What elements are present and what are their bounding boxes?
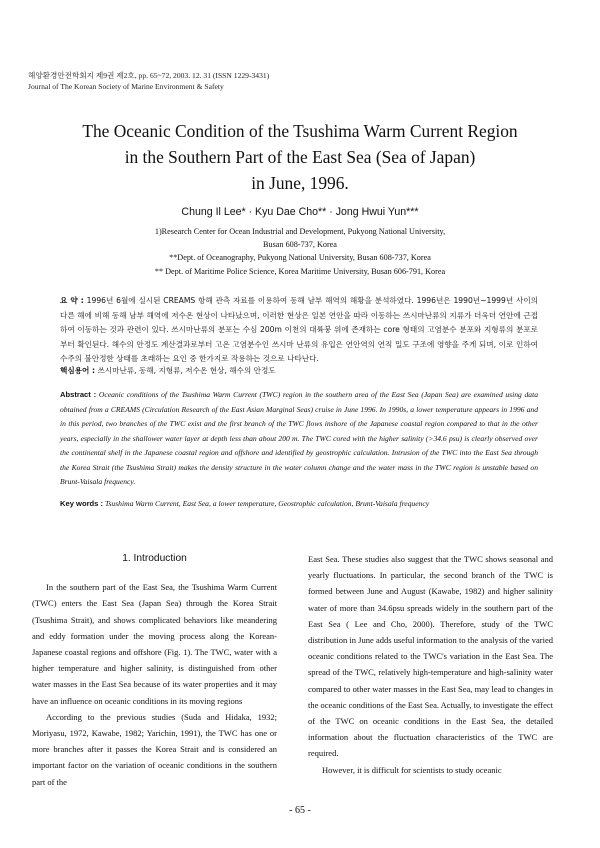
title-line-2: in the Southern Part of the East Sea (Sea of Japan) (124, 147, 476, 167)
keywords-english (60, 499, 538, 508)
abstract-korean (60, 294, 538, 367)
intro-paragraph-2-continued: East Sea. These studies also suggest that the TWC shows seasonal and yearly fluctuations. In particular, the second branch of the TWC is formed between June and August (Kawabe, 1982) and higher salinity water of more than 34.6psu spreads widely in the southern part of the East Sea ( Lee and Cho, 2000). Therefore, study of the TWC distribution in June adds useful information to the analysis of the varied oceanic conditions related to the TWC's variation in the East Sea. The spread of the TWC, relatively high-temperature and high-salinity water compared to other water masses in the East Sea, may lead to changes in the oceanic conditions of the East Sea. Actually, to investigate the effect of the TWC on oceanic conditions in the East Sea, the detailed information about the fluctuation characteristics of the TWC are required. (308, 554, 554, 759)
abstract-english-label: Abstract : (60, 390, 97, 399)
title-line-1: The Oceanic Condition of the Tsushima Warm Current Region (82, 121, 518, 141)
title-line-3: in June, 1996. (251, 173, 349, 193)
section-heading-introduction: 1. Introduction (122, 553, 187, 564)
intro-paragraph-3: However, it is difficult for scientists to study oceanic (322, 764, 502, 775)
affiliation-1-address: Busan 608-737, Korea (263, 240, 337, 249)
affiliation-3: ** Dept. of Maritime Police Science, Korea Maritime University, Busan 606-791, Korea (154, 267, 446, 276)
abstract-korean-text: 1996년 6월에 실시된 CREAMS 항해 관측 자료를 이용하여 동해 남부 해역의 해황을 분석하였다. 1996년은 1990년~1999년 사이의 다른 해에 비해 동해 남부 해역에 저수온 현상이 나타났으며, 이러한 현상은 일본 연안을 따라 이동하는 쓰시마난류의 지류가 더욱더 연안에 근접하여 이동하는 것과 관련이 있다. 쓰시마난류의 분포는 수심 200m 이천의 대륙붕 위에 존재하는 core 형태의 고염분수 분포와 지형류의 분포로부터 확인된다. 해수의 안정도 계산결과로부터 고온 고염분수인 쓰시마 난류의 유입은 연안역의 연직 밀도 구조에 영향을 주게 되며, 이로 인하여 수주의 불안정한 상태를 초래하는 요인 중 한가지로 작용하는 것으로 나타난다. (60, 296, 538, 364)
journal-citation-ko: 해양환경안전학회지 제9권 제2호, pp. 65~72, 2003. 12. 31 (ISSN 1229-3431) (28, 71, 270, 80)
body-column-left (32, 551, 277, 790)
paper-title (40, 118, 560, 196)
affiliation-2: **Dept. of Oceanography, Pukyong National University, Busan 608-737, Korea (169, 253, 431, 262)
journal-header (28, 70, 269, 92)
keywords-korean (60, 365, 538, 376)
abstract-english-text: Oceanic conditions of the Tsushima Warm Current (TWC) region in the southern area of the East Sea (Japan Sea) are examined using data obtained from a CREAMS (Circulation Research of the East Asian Marginal Seas) cruise in June 1996. In 1990s, a lower temperature appears in 1996 and in this period, two branches of the TWC exist and the first branch of the TWC flows inshore of the Japanese coastal region compared to that in the other years, especially in the shallower water layer at depth less than about 200 m. The TWC cored with the higher salinity (>34.6 psu) is clearly observed over the continental shelf in the Japanese coastal region and offshore and identified by geostrophic calculation. Intrusion of the TWC into the East Sea through the Korea Strait (the Tsushima Strait) makes the density structure in the water column change and the water mass in the TWC region is unstable based on Brunt-Vaisala frequency. (60, 390, 538, 486)
intro-paragraph-2: According to the previous studies (Suda and Hidaka, 1932; Moriyasu, 1972, Kawabe, 1982; Yarichin, 1991), the TWC has one or more branches after it passes the Korea Strait and is considered an important factor on the variation of oceanic conditions in the southern part of the (32, 711, 277, 787)
author-list: Chung Il Lee* · Kyu Dae Cho** · Jong Hwui Yun*** (181, 206, 419, 218)
abstract-korean-label: 요 약 : (60, 296, 84, 305)
journal-name-en: Journal of The Korean Society of Marine Environment & Safety (28, 82, 224, 91)
page-number: - 65 - (289, 805, 311, 816)
affiliation-1: 1)Research Center for Ocean Industrial and Development, Pukyong National University, (154, 227, 446, 236)
keywords-english-label: Key words : (60, 499, 104, 508)
intro-paragraph-1: In the southern part of the East Sea, the Tsushima Warm Current (TWC) enters the East Sea (Japan Sea) through the Korea Strait (Tsushima Strait), and shows complicated behaviors like meandering and eddy formation under the moving process along the Korean-Japanese coastal regions and offshore (Fig. 1). The TWC, water with a higher temperature and higher salinity, is distinguished from other water masses in the East Sea because of its water properties and it may have an influence on oceanic conditions in its moving regions (32, 582, 277, 706)
keywords-korean-label: 핵심용어 : (60, 366, 96, 375)
body-column-right (308, 551, 553, 778)
keywords-english-text: Tsushima Warm Current, East Sea, a lower temperature, Geostrophic calculation, Brunt-Vaisala frequency (104, 499, 430, 508)
keywords-korean-text: 쓰시마난류, 동해, 지형류, 저수온 현상, 해수의 안정도 (97, 366, 276, 375)
abstract-english (60, 388, 538, 490)
